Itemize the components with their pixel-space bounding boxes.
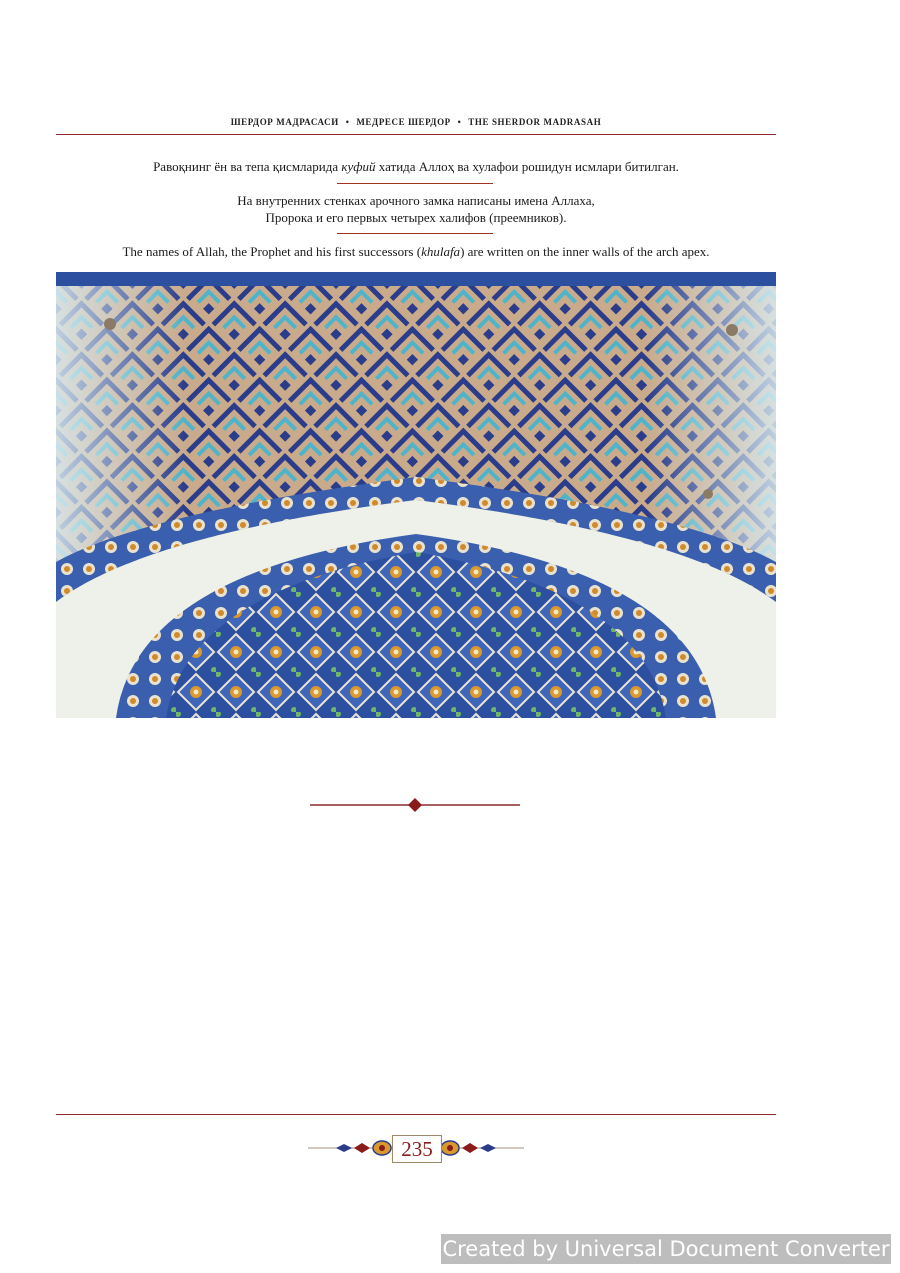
caption-uz-text: Равоқнинг ён ва тепа қисмларида [153, 159, 342, 174]
left-flourish-icon [336, 1141, 391, 1155]
running-header [56, 117, 776, 127]
arch-tilework-image [56, 272, 776, 718]
section-divider-ornament [310, 797, 520, 813]
caption-uz-text-end: хатида Аллоҳ ва хулафои рошидун исмлари битилган. [375, 159, 679, 174]
header-title-ru: МЕДРЕСЕ ШЕРДОР [356, 117, 451, 127]
right-flourish-icon [441, 1141, 496, 1155]
footer-rule [56, 1114, 776, 1115]
caption-ru-line1: На внутренних стенках арочного замка написаны имена Аллаха, [237, 193, 595, 208]
caption-english [56, 243, 776, 260]
header-separator: • [457, 117, 462, 127]
caption-uz-italic: куфий [341, 159, 376, 174]
arch-photo [56, 272, 776, 718]
caption-divider [337, 233, 493, 234]
caption-divider [337, 183, 493, 184]
divider-diamond [408, 798, 422, 812]
converter-watermark: Created by Universal Document Converter [441, 1234, 891, 1264]
header-separator: • [345, 117, 350, 127]
caption-russian [56, 192, 776, 226]
caption-ru-line2: Пророка и его первых четырех халифов (преемников). [265, 210, 567, 225]
caption-uzbek [56, 158, 776, 175]
caption-en-italic: khulafa [421, 244, 461, 259]
header-title-en: THE SHERDOR MADRASAH [468, 117, 602, 127]
header-title-uz: ШЕРДОР МАДРАСАСИ [230, 117, 339, 127]
caption-en-text: The names of Allah, the Prophet and his first successors ( [122, 244, 422, 259]
header-rule [56, 134, 776, 135]
caption-en-text-end: ) are written on the inner walls of the arch apex. [460, 244, 710, 259]
page-number: 235 [392, 1135, 442, 1163]
